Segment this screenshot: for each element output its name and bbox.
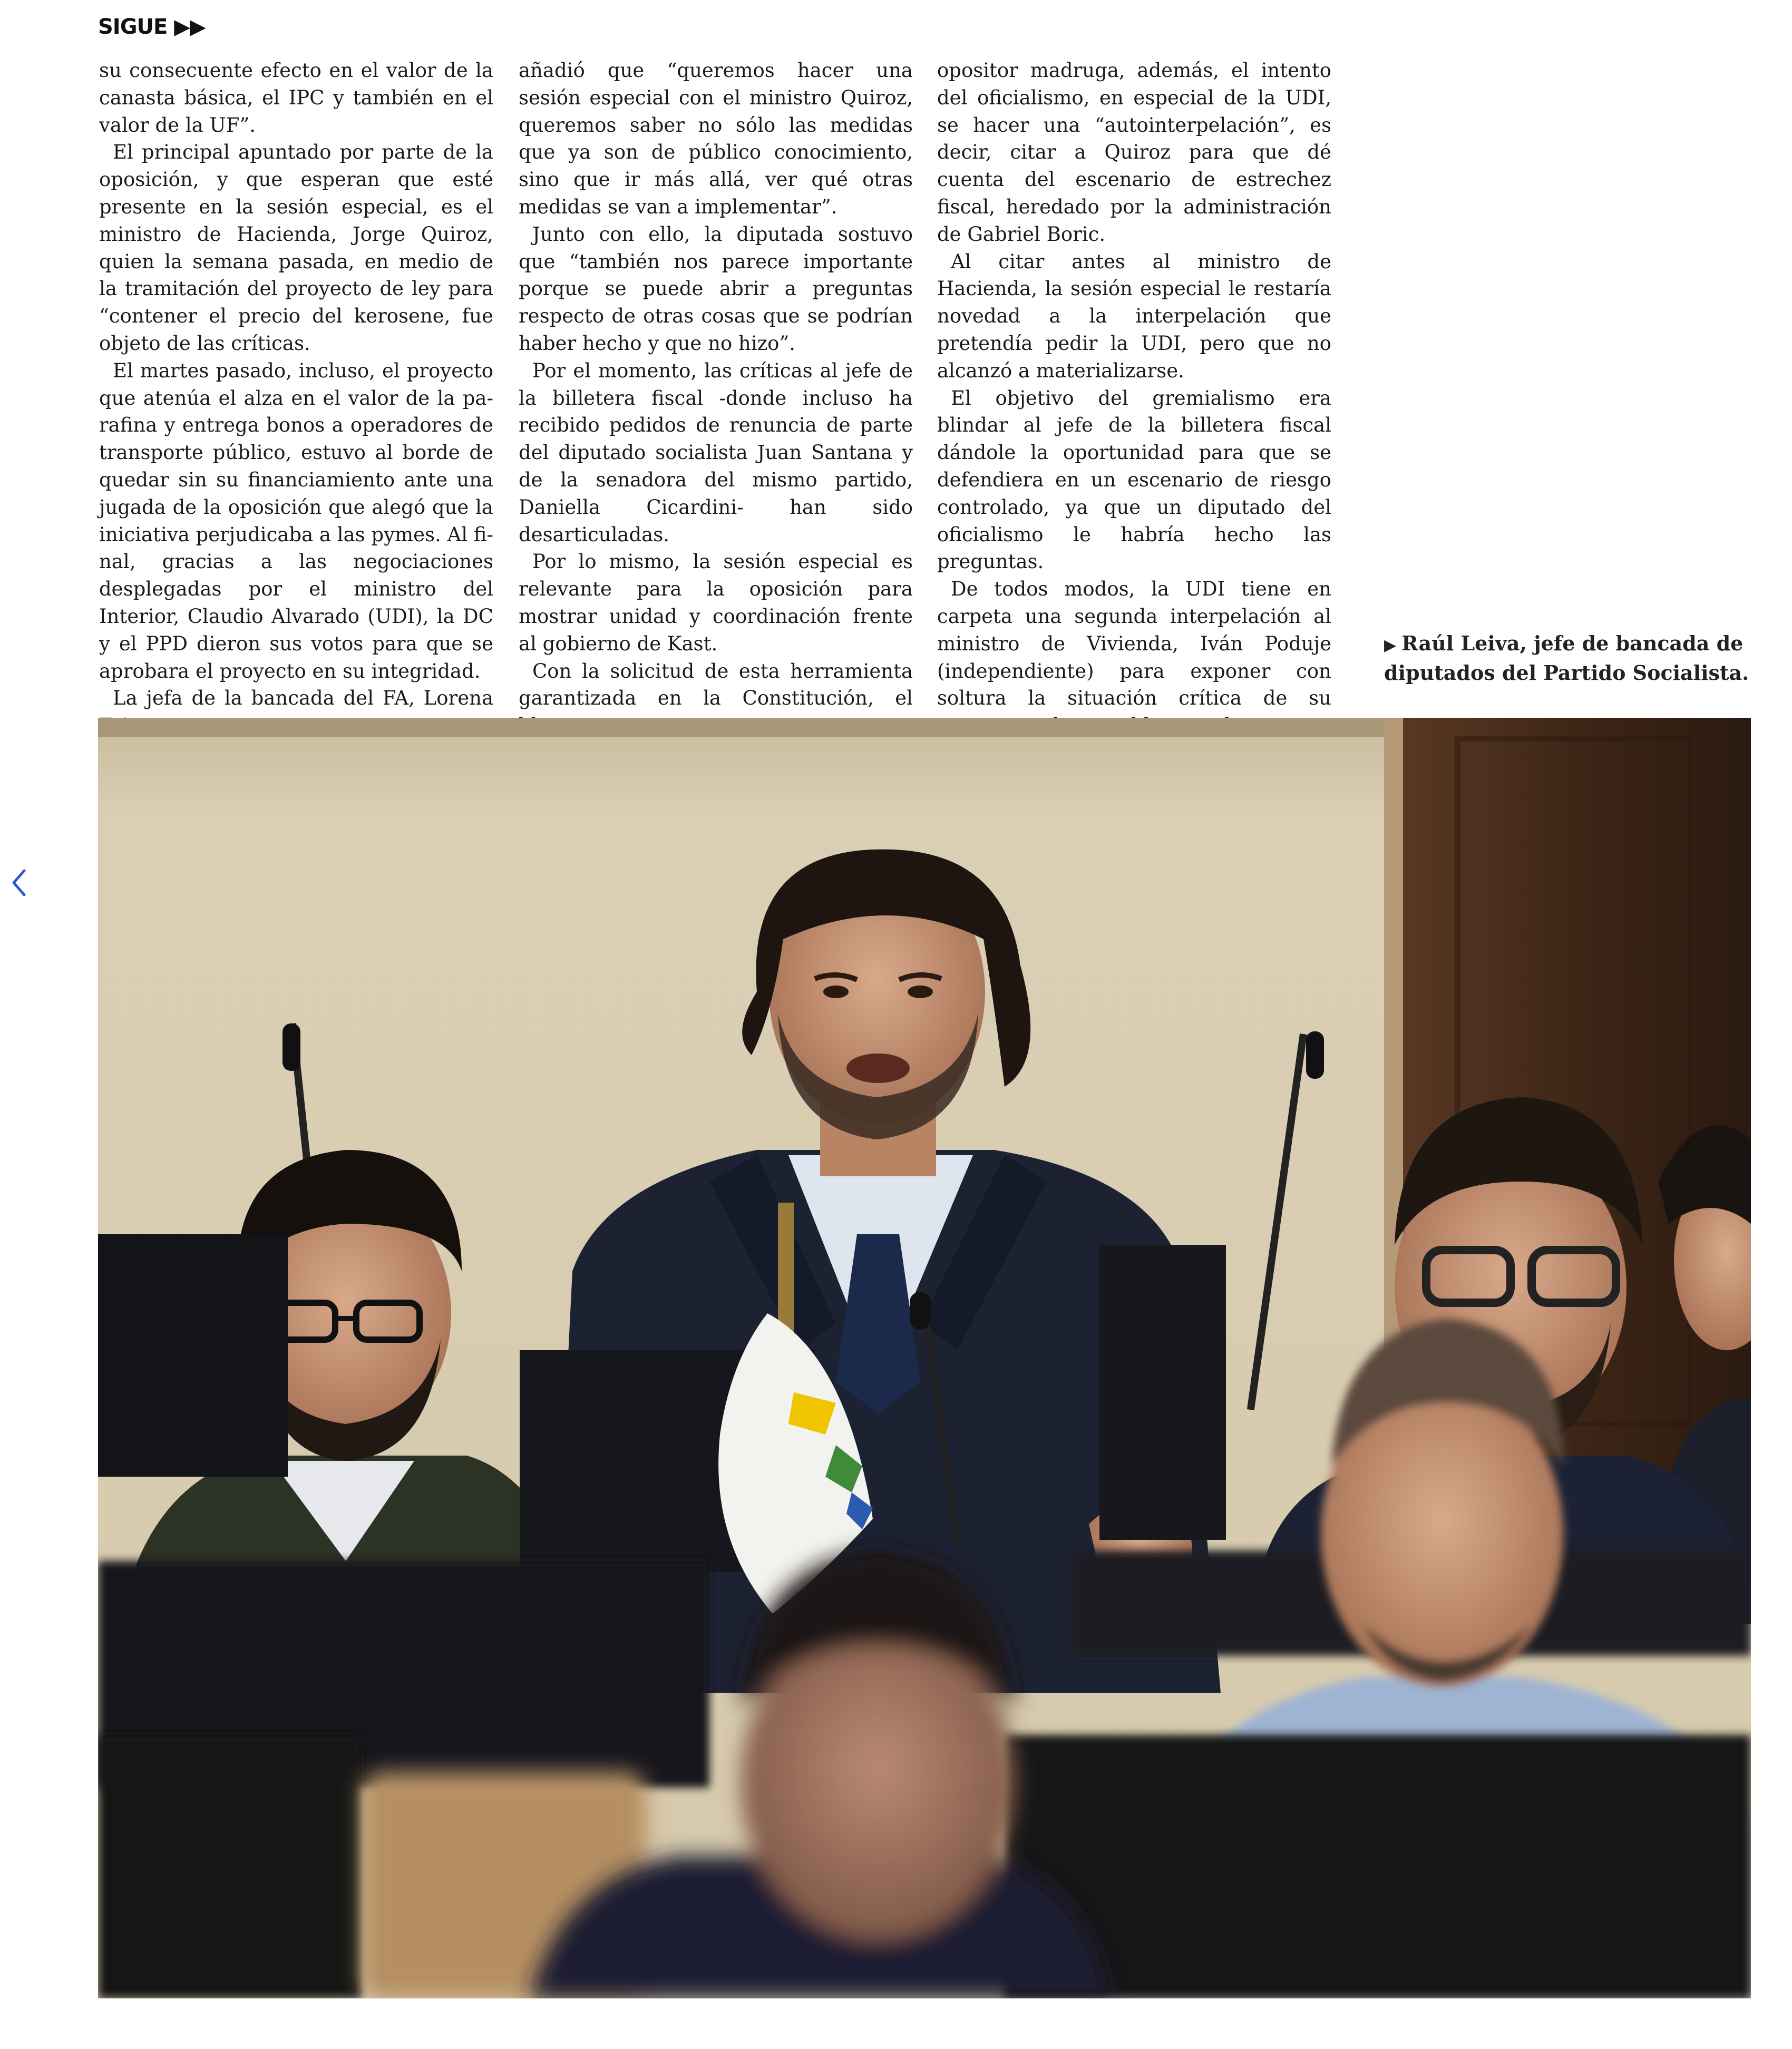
paragraph: Junto con ello, la diputada sostuvo que “también nos parece importante porque se puede abrir a preguntas respecto de otras cosas que se podrían haber hecho y que no hizo”. (519, 222, 913, 355)
paragraph: El martes pasado, incluso, el proyecto que atenúa el alza en el valor de la parafina y entrega bonos a operadores de transporte público, estuvo al borde de quedar sin su financiamiento ante una jugada de la oposición que alegó que la iniciativa perjudicaba a las pymes. Al final, gracias a las negociaciones desplegadas por el ministro del Interior, Claudio Alvarado (UDI), la DC y el PPD dieron sus votos para que se aprobara el proyecto en su integridad. (99, 359, 493, 682)
caption-marker-icon: ▶ (1384, 636, 1397, 655)
paragraph: Con la solicitud de esta herramienta garantizada en la Constitución, el (519, 659, 913, 710)
article-photo (98, 718, 1751, 1998)
paragraph-text: De todos modos, la UDI tiene en carpeta una segunda interpelación al ministro de Vivienda, Iván Poduje (independiente) para exponer con soltura la situación crítica de su (937, 578, 1331, 710)
photo-illustration (98, 718, 1751, 1998)
paragraph: Por el momento, las críticas al jefe de la billetera fiscal -donde incluso ha recibido pedidos de renuncia de parte del diputado socialista Juan Santana y de la senadora del mismo partido, Daniella Cicardini- han sido desarticuladas. (519, 359, 913, 546)
paragraph: añadió que “queremos hacer una sesión especial con el ministro Quiroz, queremos saber no sólo las medidas que ya son de público conocimiento, sino que ir más allá, ver qué otras medidas se van a implementar”. (519, 59, 913, 218)
paragraph: su consecuente efecto en el valor de la canasta básica, el IPC y también en el valor de la UF”. (99, 59, 493, 136)
paragraph: opositor madruga, además, el intento del oficialismo, en especial de la UDI, se hacer una “autointerpelación”, es decir, citar a Quiroz para que dé cuenta del escenario de estrechez fiscal, heredado por la administración de Gabriel Boric. (937, 59, 1331, 246)
paragraph: Al citar antes al ministro de Hacienda, la sesión especial le restaría novedad a la interpelación que pretendía pedir la UDI, pero que no alcanzó a materializarse. (937, 250, 1331, 382)
paragraph: El principal apuntado por parte de la oposición, y que esperan que esté presente en la sesión especial, es el ministro de Hacienda, Jorge Quiroz, quien la semana pasada, en medio de la tramitación del proyecto de ley para “contener el precio del kerosene, fue objeto de las críticas. (99, 141, 493, 355)
paragraph: Por lo mismo, la sesión especial es relevante para la oposición para mostrar unidad y coordinación frente al gobierno de Kast. (519, 550, 913, 655)
sigue-label: SIGUE ▶▶ (98, 15, 206, 39)
article-column-1 (99, 57, 493, 739)
paragraph: La jefa de la bancada del FA, Lorena (113, 687, 493, 710)
article-column-2 (519, 57, 913, 739)
photo-caption (1384, 630, 1753, 687)
caption-text: Raúl Leiva, jefe de bancada de diputados del Partido Socialista. (1384, 631, 1749, 685)
paragraph: El objetivo del gremialismo era blindar al jefe de la billetera fiscal dándole la oportunidad para que se defendiera en un escenario de riesgo controlado, ya que un diputado del oficialismo le habría hecho las preguntas. (937, 386, 1331, 573)
chevron-left-icon[interactable] (8, 864, 30, 901)
article-column-3 (937, 57, 1331, 794)
